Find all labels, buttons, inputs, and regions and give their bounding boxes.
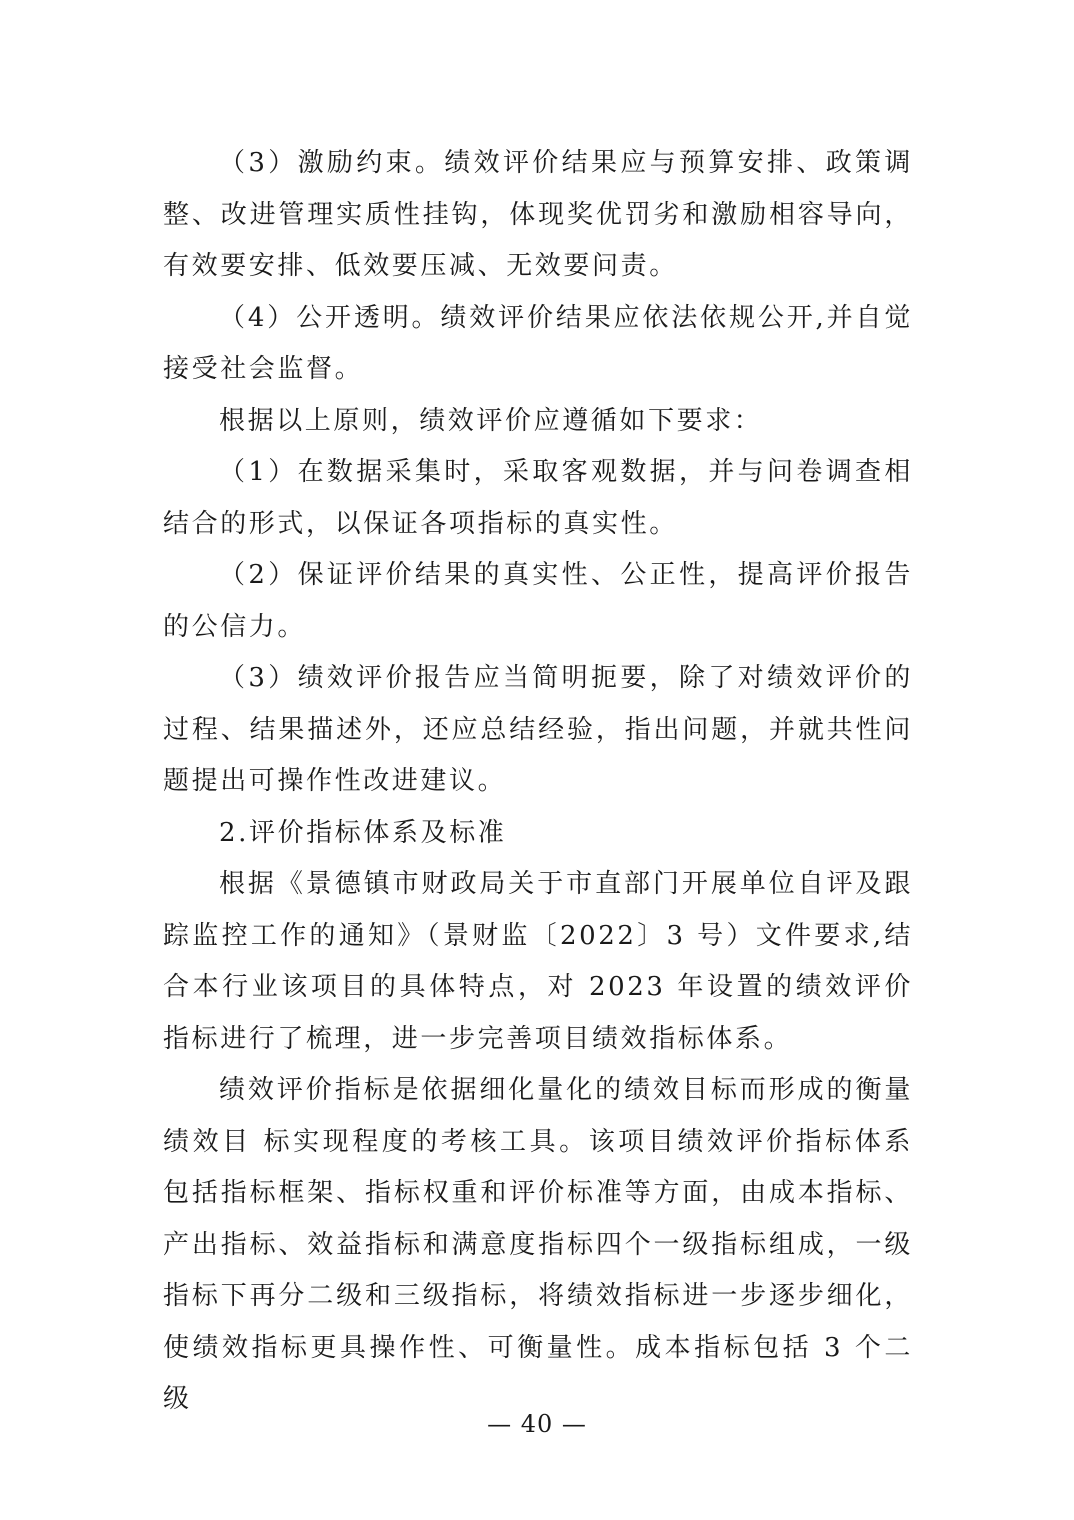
body-text bbox=[163, 138, 913, 1426]
paragraph-openness-transparency: （4）公开透明。绩效评价结果应依法依规公开,并自觉接受社会监督。 bbox=[163, 302, 913, 384]
paragraph-incentive-constraint: （3）激励约束。绩效评价结果应与预算安排、政策调整、改进管理实质性挂钩，体现奖优罚劣和激励相容导向，有效要安排、低效要压减、无效要问责。 bbox=[163, 148, 913, 281]
section-heading-indicator-system: 2.评价指标体系及标准 bbox=[219, 817, 507, 848]
paragraph-basis-notice: 根据《景德镇市财政局关于市直部门开展单位自评及跟踪监控工作的通知》（景财监〔2022〕3 号）文件要求,结合本行业该项目的具体特点，对 2023 年设置的绩效评价指标进行了梳理，进一步完善项目绩效指标体系。 bbox=[163, 869, 913, 1054]
paragraph-requirement-3: （3）绩效评价报告应当简明扼要，除了对绩效评价的过程、结果描述外，还应总结经验，指出问题，并就共性问题提出可操作性改进建议。 bbox=[163, 663, 913, 796]
page-number: — 40 — bbox=[487, 1410, 587, 1438]
paragraph-requirements-intro: 根据以上原则，绩效评价应遵循如下要求： bbox=[219, 405, 763, 436]
paragraph-indicator-description: 绩效评价指标是依据细化量化的绩效目标而形成的衡量绩效目 标实现程度的考核工具。该项目绩效评价指标体系包括指标框架、指标权重和评价标准等方面，由成本指标、产出指标、效益指标和满意度指标四个一级指标组成，一级指标下再分二级和三级指标，将绩效指标进一步逐步细化，使绩效指标更具操作性、可衡量性。成本指标包括 3 个二级 bbox=[163, 1075, 913, 1414]
paragraph-requirement-2: （2）保证评价结果的真实性、公正性，提高评价报告的公信力。 bbox=[163, 560, 913, 642]
paragraph-requirement-1: （1）在数据采集时，采取客观数据，并与问卷调查相结合的形式，以保证各项指标的真实性。 bbox=[163, 457, 913, 539]
